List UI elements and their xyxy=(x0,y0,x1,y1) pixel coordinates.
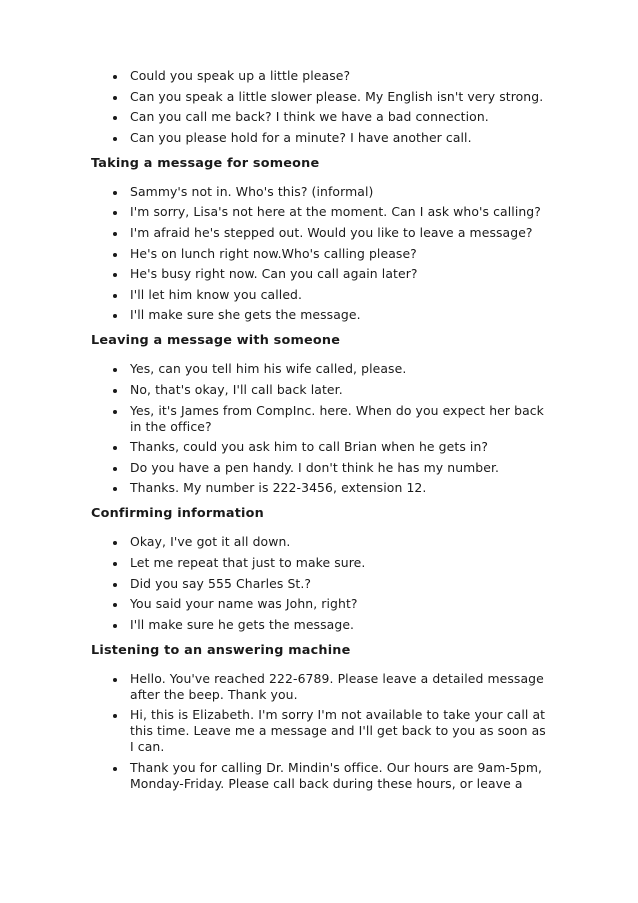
section-heading-confirming: Confirming information xyxy=(91,506,264,522)
taking-message-list xyxy=(0,184,638,324)
list-item: Do you have a pen handy. I don't think he has my number. xyxy=(130,460,550,476)
list-item: I'll let him know you called. xyxy=(130,287,550,303)
intro-list xyxy=(0,68,638,146)
list-item: Let me repeat that just to make sure. xyxy=(130,555,550,571)
list-item: Can you please hold for a minute? I have another call. xyxy=(130,130,550,146)
list-item: No, that's okay, I'll call back later. xyxy=(130,382,550,398)
list-item: Yes, can you tell him his wife called, please. xyxy=(130,361,550,377)
list-item: I'm sorry, Lisa's not here at the moment. Can I ask who's calling? xyxy=(130,204,550,220)
section-heading-leaving-message: Leaving a message with someone xyxy=(91,333,341,349)
list-item: Okay, I've got it all down. xyxy=(130,534,550,550)
answering-machine-list xyxy=(0,671,638,792)
list-item: Yes, it's James from CompInc. here. When do you expect her back in the office? xyxy=(130,403,550,435)
list-item: I'm afraid he's stepped out. Would you like to leave a message? xyxy=(130,225,550,241)
list-item: He's busy right now. Can you call again later? xyxy=(130,266,550,282)
leaving-message-list xyxy=(0,361,638,496)
list-item: Can you speak a little slower please. My English isn't very strong. xyxy=(130,89,550,105)
list-item: He's on lunch right now.Who's calling please? xyxy=(130,246,550,262)
list-item: Thanks. My number is 222-3456, extension 12. xyxy=(130,480,550,496)
list-item: I'll make sure she gets the message. xyxy=(130,307,550,323)
confirming-list xyxy=(0,534,638,632)
list-item: Sammy's not in. Who's this? (informal) xyxy=(130,184,550,200)
list-item: Could you speak up a little please? xyxy=(130,68,550,84)
list-item: Hi, this is Elizabeth. I'm sorry I'm not available to take your call at this time. Leave me a message and I'll get back to you as soon as I can. xyxy=(130,707,550,755)
section-heading-taking-message: Taking a message for someone xyxy=(91,155,320,171)
list-item: Can you call me back? I think we have a bad connection. xyxy=(130,109,550,125)
list-item: Thanks, could you ask him to call Brian when he gets in? xyxy=(130,439,550,455)
list-item: Hello. You've reached 222-6789. Please leave a detailed message after the beep. Thank you. xyxy=(130,671,550,703)
section-heading-answering-machine: Listening to an answering machine xyxy=(91,642,351,658)
list-item: You said your name was John, right? xyxy=(130,596,550,612)
document-content xyxy=(0,68,638,796)
list-item: I'll make sure he gets the message. xyxy=(130,617,550,633)
list-item: Did you say 555 Charles St.? xyxy=(130,576,550,592)
list-item: Thank you for calling Dr. Mindin's office. Our hours are 9am-5pm, Monday-Friday. Please call back during these hours, or leave a xyxy=(130,760,550,792)
